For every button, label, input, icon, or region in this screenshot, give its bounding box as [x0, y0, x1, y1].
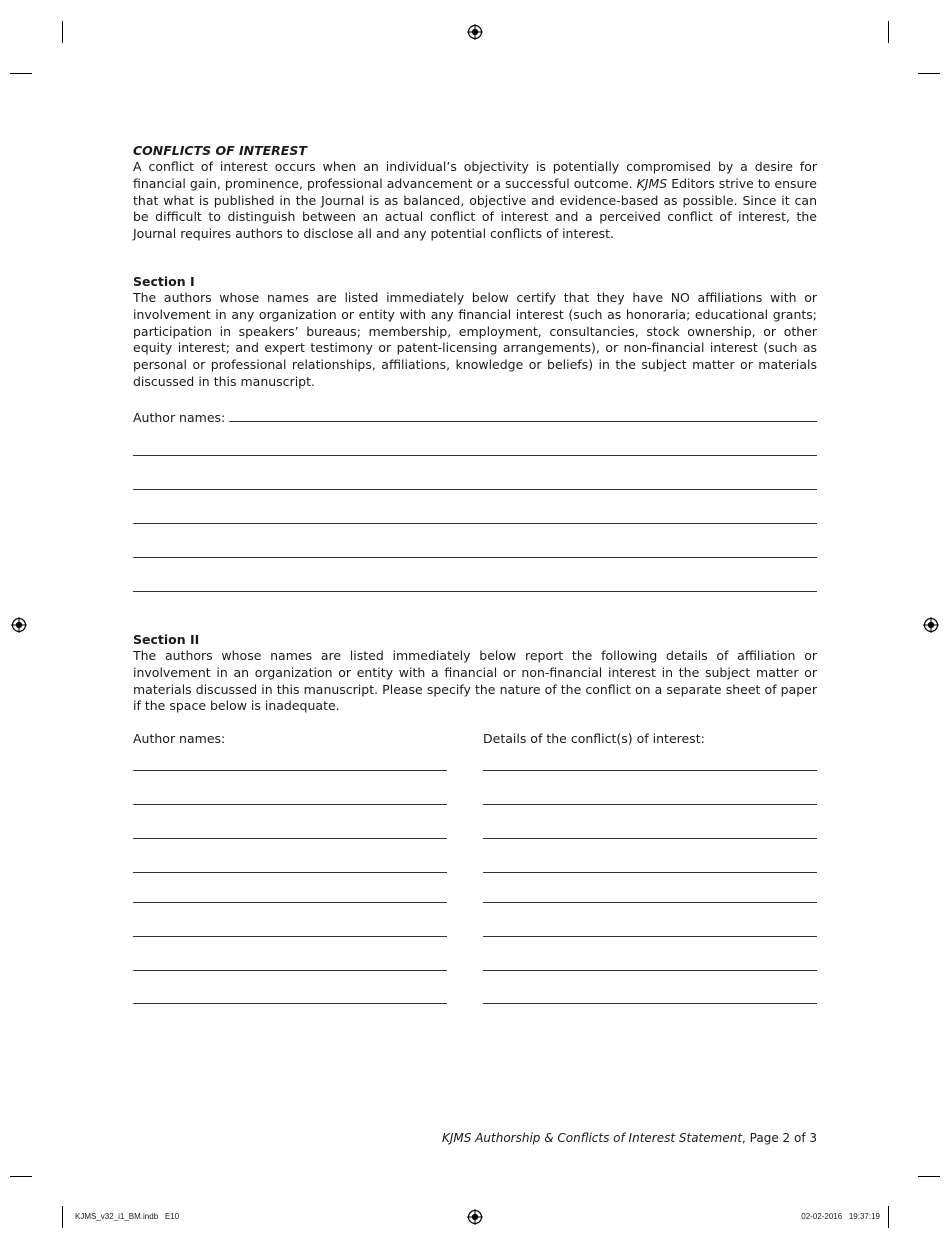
page-footer — [442, 1130, 817, 1146]
crop-mark — [888, 1206, 889, 1228]
crop-mark — [10, 73, 32, 74]
author-name-line[interactable] — [133, 1003, 447, 1004]
section-1-heading: Section I — [133, 274, 195, 289]
registration-mark-icon — [11, 617, 27, 633]
author-name-line[interactable] — [133, 591, 817, 592]
author-name-line[interactable] — [133, 455, 817, 456]
author-name-line[interactable] — [133, 902, 447, 903]
conflict-detail-line[interactable] — [483, 838, 817, 839]
footer-document-title: KJMS Authorship & Conflicts of Interest Statement — [442, 1131, 743, 1145]
intro-text-after: Editors strive to ensure that what is published in the Journal is as balanced, objective and evidence-based as possible. Since it can be difficult to distinguish between an actual conflict of interest and a perceived conflict of interest, the Journal requires authors to disclose all and any potential conflicts of interest. — [133, 175, 817, 242]
crop-mark — [918, 73, 940, 74]
conflict-detail-line[interactable] — [483, 770, 817, 771]
crop-mark — [888, 21, 889, 43]
conflict-detail-line[interactable] — [483, 1003, 817, 1004]
crop-mark — [62, 1206, 63, 1228]
author-name-line[interactable] — [223, 421, 817, 422]
section-1-paragraph: The authors whose names are listed immediately below certify that they have NO affiliations with or involvement in any organization or entity with any financial interest (such as honoraria; educational grants; participation in speakers’ bureaus; membership, employment, consultancies, stock ownership, or other equity interest; and expert testimony or patent-licensing arrangements), or non-financial interest (such as personal or professional relationships, affiliations, knowledge or beliefs) in the subject matter or materials discussed in this manuscript. — [133, 290, 817, 389]
conflicts-heading: CONFLICTS OF INTEREST — [133, 143, 307, 158]
author-name-line[interactable] — [133, 838, 447, 839]
registration-mark-icon — [923, 617, 939, 633]
crop-mark — [918, 1176, 940, 1177]
author-name-line[interactable] — [133, 970, 447, 971]
author-name-line[interactable] — [133, 804, 447, 805]
conflicts-intro — [133, 142, 817, 243]
conflict-detail-line[interactable] — [483, 872, 817, 873]
crop-mark — [62, 21, 63, 43]
slug-filename: KJMS_v32_i1_BM.indb E10 — [75, 1212, 180, 1221]
conflict-detail-line[interactable] — [483, 970, 817, 971]
section-1 — [133, 273, 817, 391]
section-1-author-names-label: Author names: — [133, 410, 229, 426]
conflict-detail-line[interactable] — [483, 902, 817, 903]
conflict-detail-line[interactable] — [483, 804, 817, 805]
slug-datetime: 02-02-2016 19:37:19 — [801, 1212, 880, 1221]
section-2 — [133, 631, 817, 715]
conflicts-paragraph — [133, 159, 817, 243]
author-name-line[interactable] — [133, 872, 447, 873]
author-name-line[interactable] — [133, 557, 817, 558]
section-2-heading: Section II — [133, 632, 200, 647]
conflict-details-label: Details of the conflict(s) of interest: — [483, 731, 709, 747]
section-2-paragraph: The authors whose names are listed immediately below report the following details of affiliation or involvement in an organization or entity with a financial or non-financial interest in the subject matter or materials discussed in this manuscript. Please specify the nature of the conflict on a separate sheet of paper if the space below is inadequate. — [133, 648, 817, 714]
author-name-line[interactable] — [133, 936, 447, 937]
section-2-author-names-label: Author names: — [133, 731, 229, 747]
journal-abbreviation: KJMS — [636, 175, 668, 191]
registration-mark-icon — [467, 1209, 483, 1225]
crop-mark — [10, 1176, 32, 1177]
registration-mark-icon — [467, 24, 483, 40]
footer-page-number: , Page 2 of 3 — [742, 1131, 817, 1145]
author-name-line[interactable] — [133, 523, 817, 524]
author-name-line[interactable] — [133, 770, 447, 771]
author-name-line[interactable] — [133, 489, 817, 490]
conflict-detail-line[interactable] — [483, 936, 817, 937]
intro-text-before: A conflict of interest occurs when an individual’s objectivity is potentially compromised by a desire for financial gain, prominence, professional advancement or a successful outcome. — [133, 159, 817, 191]
